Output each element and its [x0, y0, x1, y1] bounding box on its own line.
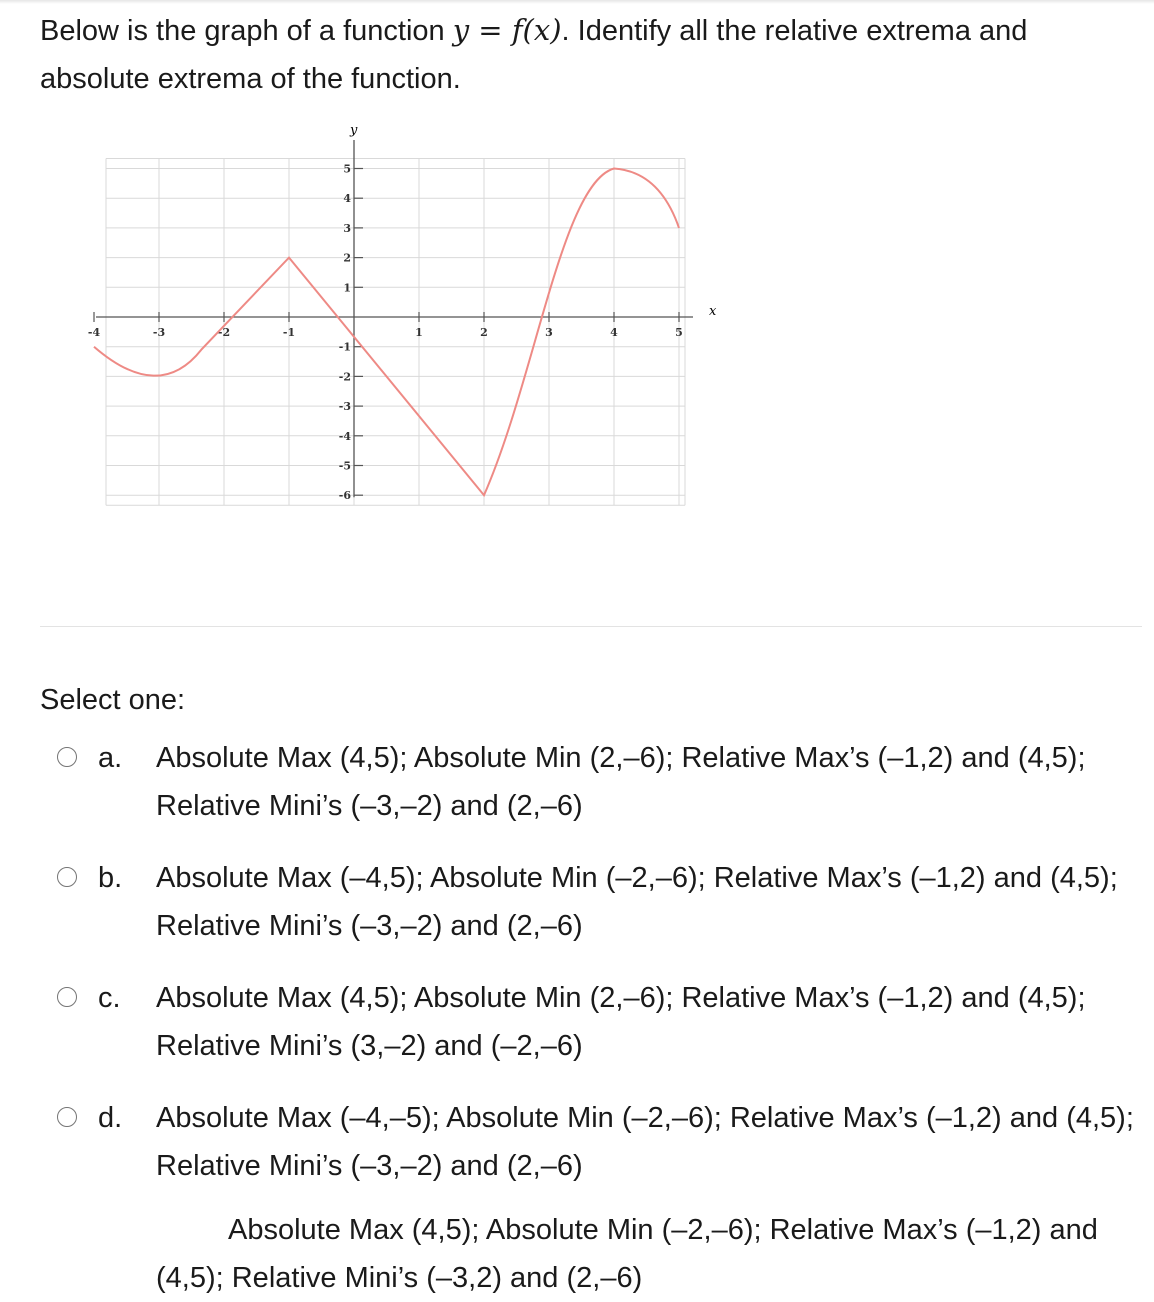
- option-d-text[interactable]: Absolute Max (–4,–5); Absolute Min (–2,–6); Relative Max’s (–1,2) and (4,5); Relative Mini’s (–3,–2) and (2,–6): [156, 1102, 1134, 1182]
- x-tick-label: 1: [415, 326, 423, 339]
- x-tick-label: -3: [152, 326, 166, 339]
- y-tick-label: 2: [343, 251, 351, 265]
- option-d-radio[interactable]: [57, 1107, 77, 1127]
- select-one-prompt: Select one:: [40, 684, 186, 716]
- top-edge-shadow: [0, 0, 1154, 4]
- x-tick-label: 4: [610, 326, 618, 339]
- y-axis-label: y: [350, 123, 358, 138]
- option-e-text[interactable]: Absolute Max (4,5); Absolute Min (–2,–6); Relative Max’s (–1,2) and (4,5); Relative Mini’s (–3,2) and (2,–6): [156, 1214, 1098, 1294]
- section-divider: [40, 626, 1142, 627]
- x-tick-label: -2: [217, 326, 231, 339]
- option-a-text[interactable]: Absolute Max (4,5); Absolute Min (2,–6); Relative Max’s (–1,2) and (4,5); Relative Mini’s (–3,–2) and (2,–6): [156, 742, 1086, 822]
- option-b-letter: b.: [98, 862, 123, 894]
- option-b-radio[interactable]: [57, 867, 77, 887]
- question-text: [40, 6, 1130, 103]
- option-c-text[interactable]: Absolute Max (4,5); Absolute Min (2,–6); Relative Max’s (–1,2) and (4,5); Relative Mini’s (3,–2) and (–2,–6): [156, 982, 1086, 1062]
- x-tick-label: 3: [545, 326, 553, 339]
- y-tick-label: -1: [338, 340, 351, 354]
- question-prefix: Below is the graph of a function: [40, 15, 453, 47]
- y-tick-label: 4: [343, 192, 351, 206]
- y-tick-label: -6: [338, 489, 351, 503]
- y-tick-label: -4: [338, 429, 351, 443]
- y-tick-label: 3: [343, 221, 351, 235]
- option-a-letter: a.: [98, 742, 123, 774]
- y-tick-label: -2: [338, 370, 351, 384]
- x-tick-label: -1: [282, 326, 296, 339]
- function-graph: [84, 118, 724, 528]
- x-tick-label: 2: [480, 326, 488, 339]
- y-tick-label: 1: [343, 281, 351, 295]
- option-d-letter: d.: [98, 1102, 123, 1134]
- x-axis-label: x: [709, 304, 717, 319]
- y-tick-label: 5: [343, 162, 351, 176]
- graph-tick-labels: [88, 163, 683, 503]
- graph-grid: [106, 159, 685, 506]
- question-suffix: . Identify all the relative extrema and absolute extrema of the function.: [40, 15, 1028, 95]
- option-c-radio[interactable]: [57, 987, 77, 1007]
- option-a-radio[interactable]: [57, 747, 77, 767]
- option-c-letter: c.: [98, 982, 121, 1014]
- x-tick-label: -4: [87, 326, 101, 339]
- option-b-text[interactable]: Absolute Max (–4,5); Absolute Min (–2,–6); Relative Max’s (–1,2) and (4,5); Relative Mini’s (–3,–2) and (2,–6): [156, 862, 1118, 942]
- y-tick-label: -5: [338, 459, 351, 473]
- y-tick-label: -3: [338, 400, 351, 414]
- function-notation: y = f(x): [452, 13, 562, 47]
- graph-axes: [94, 140, 693, 497]
- function-curve: [94, 169, 679, 496]
- x-tick-label: 5: [675, 326, 683, 339]
